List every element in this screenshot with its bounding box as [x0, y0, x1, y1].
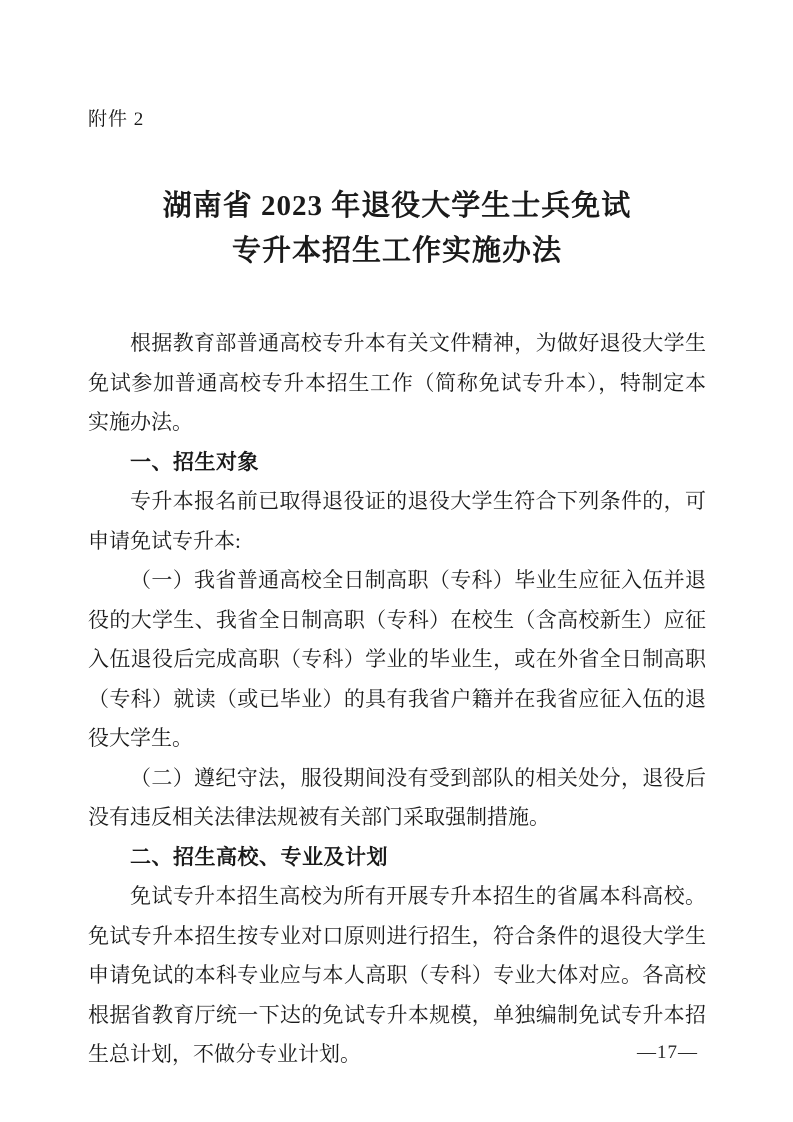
paragraph-schools-plan: 免试专升本招生高校为所有开展专升本招生的省属本科高校。免试专升本招生按专业对口原则进行招生，符合条件的退役大学生申请免试的本科专业应与本人高职（专科）专业大体对应。各高校根据省教育厅统一下达的免试专升本规模，单独编制免试专升本招生总计划，不做分专业计划。	[88, 884, 706, 1066]
paragraph-intro: 根据教育部普通高校专升本有关文件精神，为做好退役大学生免试参加普通高校专升本招生工作（简称免试专升本），特制定本实施办法。	[88, 331, 706, 434]
document-content	[88, 108, 706, 1075]
section-heading-1: 一、招生对象	[130, 450, 259, 474]
attachment-label: 附件 2	[88, 109, 145, 130]
document-title	[88, 184, 706, 274]
document-title-line-1: 湖南省 2023 年退役大学生士兵免试	[162, 190, 632, 222]
paragraph-eligibility-intro: 专升本报名前已取得退役证的退役大学生符合下列条件的，可申请免试专升本:	[88, 489, 706, 553]
paragraph-condition-2: （二）遵纪守法，服役期间没有受到部队的相关处分，退役后没有违反相关法律法规被有关部门采取强制措施。	[88, 765, 706, 829]
page-number: —17—	[637, 1042, 698, 1063]
document-body	[88, 324, 706, 1075]
section-heading-2: 二、招生高校、专业及计划	[130, 845, 388, 869]
document-title-line-2: 专升本招生工作实施办法	[231, 235, 562, 267]
paragraph-condition-1: （一）我省普通高校全日制高职（专科）毕业生应征入伍并退役的大学生、我省全日制高职（专科）在校生（含高校新生）应征入伍退役后完成高职（专科）学业的毕业生，或在外省全日制高职（专科）就读（或已毕业）的具有我省户籍并在我省应征入伍的退役大学生。	[88, 568, 706, 750]
